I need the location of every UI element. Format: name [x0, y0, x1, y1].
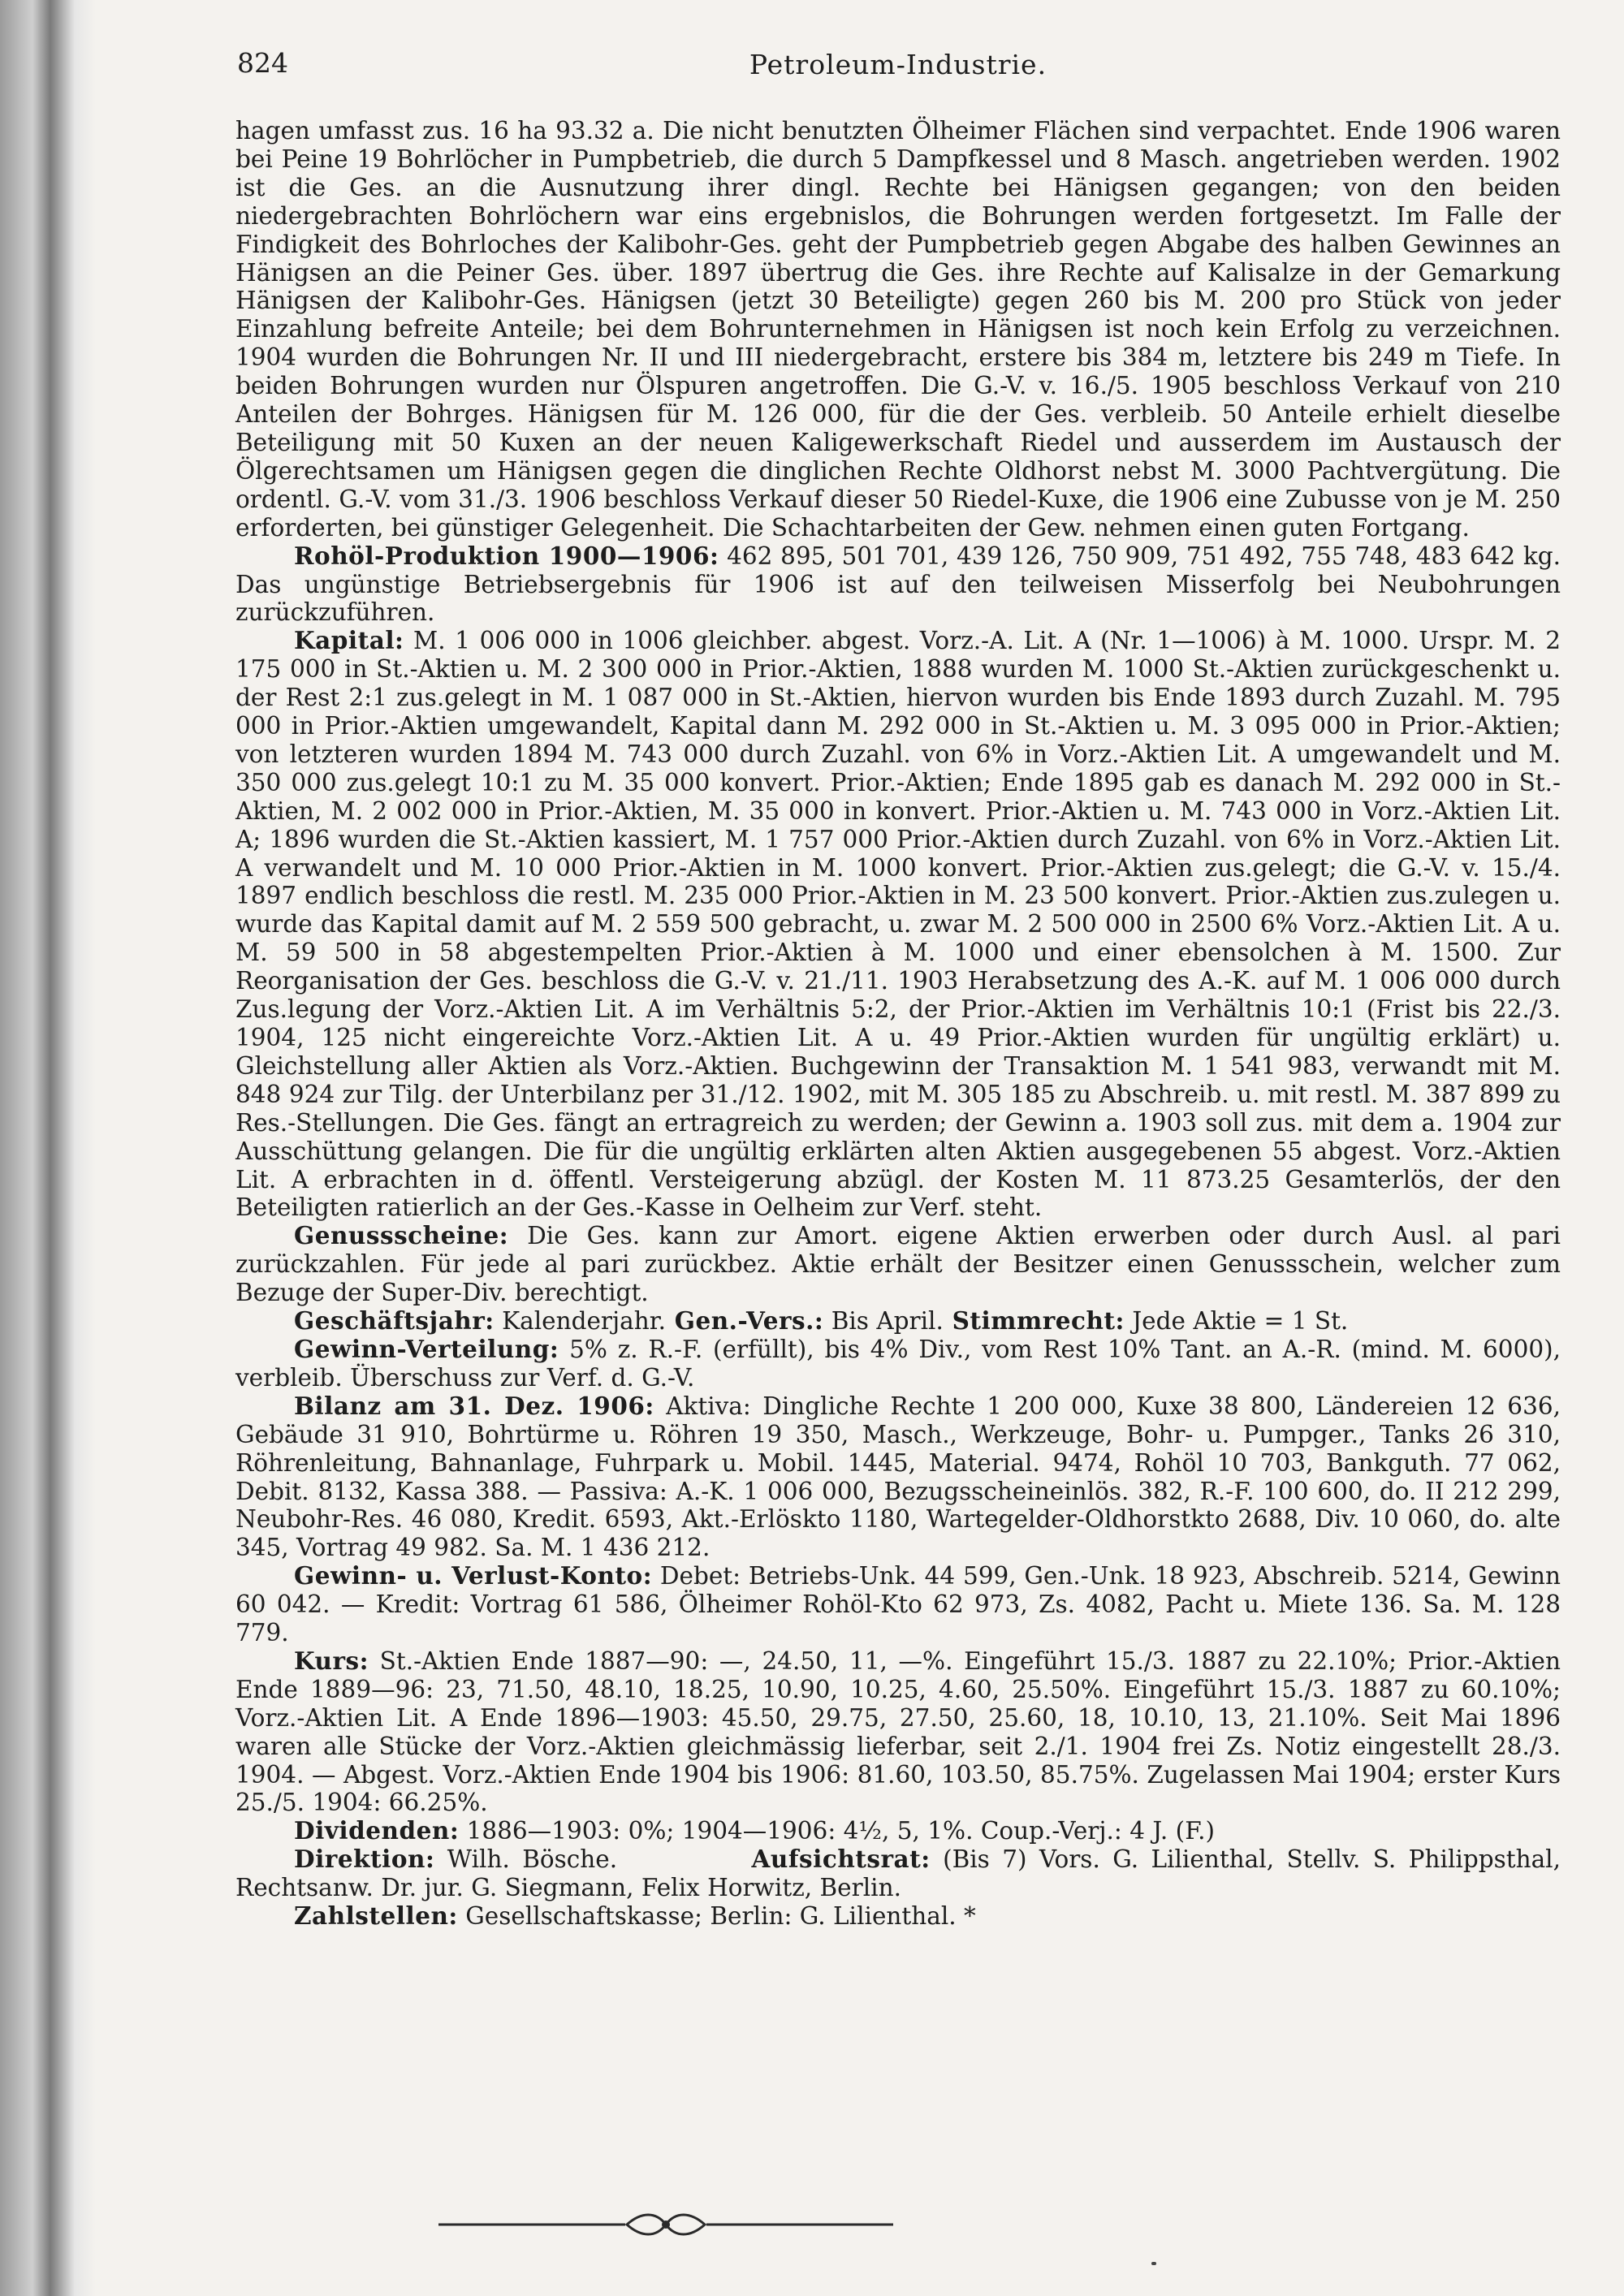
section-lead-rohoel-produktion: Rohöl-Produktion 1900—1906: [294, 541, 719, 570]
section-lead-genussscheine: Genussscheine: [294, 1221, 509, 1250]
running-head: Petroleum-Industrie. [749, 49, 1047, 80]
paragraph-oelheim-description [235, 117, 1561, 542]
paragraph-text: Jede Aktie = 1 St. [1124, 1307, 1349, 1336]
section-lead-zahlstellen: Zahlstellen: [294, 1901, 458, 1931]
paragraph-rohoel-produktion [235, 542, 1561, 628]
paragraph-text: Bis April. [823, 1307, 944, 1336]
paragraph-text: Wilh. Bösche. [434, 1845, 618, 1874]
paragraph-text: 462 895, 501 701, 439 126, 750 909, 751 492, 755 748, 483 642 kg. Das ungünstige Betriebsergebnis für 1906 ist auf den teilweisen Misserfolg bei Neubohrungen zurückzuführen. [235, 542, 1561, 627]
paragraph-genussscheine [235, 1222, 1561, 1307]
paragraph-zahlstellen [235, 1902, 1561, 1931]
section-lead-gewinn-verteilung: Gewinn-Verteilung: [294, 1334, 559, 1363]
section-lead-geschaeftsjahr: Geschäftsjahr: [294, 1306, 495, 1336]
section-lead-aufsichtsrat: Aufsichtsrat: [751, 1845, 931, 1874]
paragraph-geschaeftsjahr [235, 1307, 1561, 1336]
paragraph-text: Kalenderjahr. [494, 1307, 666, 1336]
paragraph-text: (Bis 7) Vors. G. Lilienthal, Stellv. S. Philippsthal, Rechtsanw. Dr. jur. G. Siegmann, Felix Horwitz, Berlin. [235, 1845, 1561, 1902]
section-lead-stimmrecht: Stimmrecht: [943, 1306, 1125, 1336]
paragraph-gewinn-verteilung [235, 1336, 1561, 1392]
section-lead-gen-vers: Gen.-Vers.: [666, 1306, 824, 1336]
paragraph-text: M. 1 006 000 in 1006 gleichber. abgest. Vorz.-A. Lit. A (Nr. 1—1006) à M. 1000. Urspr. M. 2 175 000 in St.-Aktien u. M. 2 300 000 in Prior.-Aktien, 1888 wurden M. 1000 St.-Aktien zurückgeschenkt u. der Rest 2:1 zus.gelegt in M. 1 087 000 in St.-Aktien, hiervon wurden bis Ende 1893 durch Zuzahl. M. 795 000 in Prior.-Aktien umgewandelt, Kapital dann M. 292 000 in St.-Aktien u. M. 3 095 000 in Prior.-Aktien; von letzteren wurden 1894 M. 743 000 durch Zuzahl. von 6% in Vorz.-Aktien Lit. A umgewandelt und M. 350 000 zus.gelegt 10:1 zu M. 35 000 konvert. Prior.-Aktien; Ende 1895 gab es danach M. 292 000 in St.-Aktien, M. 2 002 000 in Prior.-Aktien, M. 35 000 in konvert. Prior.-Aktien u. M. 743 000 in Vorz.-Aktien Lit. A; 1896 wurden die St.-Aktien kassiert, M. 1 757 000 Prior.-Aktien durch Zuzahl. von 6% in Vorz.-Aktien Lit. A verwandelt und M. 10 000 Prior.-Aktien in M. 1000 konvert. Prior.-Aktien zus.gelegt; die G.-V. v. 15./4. 1897 endlich beschloss die restl. M. 235 000 Prior.-Aktien in M. 23 500 konvert. Prior.-Aktien zus.zulegen u. wurde das Kapital damit auf M. 2 559 500 gebracht, u. zwar M. 2 500 000 in 2500 6% Vorz.-Aktien Lit. A u. M. 59 500 in 58 abgestempelten Prior.-Aktien à M. 1000 und einer ebensolchen à M. 1500. Zur Reorganisation der Ges. beschloss die G.-V. v. 21./11. 1903 Herabsetzung des A.-K. auf M. 1 006 000 durch Zus.legung der Vorz.-Aktien Lit. A im Verhältnis 5:2, der Prior.-Aktien im Verhältnis 10:1 (Frist bis 22./3. 1904, 125 nicht eingereichte Vorz.-Aktien Lit. A u. 49 Prior.-Aktien wurden für ungültig erklärt) u. Gleichstellung aller Aktien als Vorz.-Aktien. Buchgewinn der Transaktion M. 1 541 983, verwandt mit M. 848 924 zur Tilg. der Unterbilanz per 31./12. 1902, mit M. 305 185 zu Abschreib. u. mit restl. M. 387 899 zu Res.-Stellungen. Die Ges. fängt an ertragreich zu werden; der Gewinn a. 1903 soll zus. mit dem a. 1904 zur Ausschüttung gelangen. Die für die ungültig erklärten alten Aktien ausgegebenen 55 abgest. Vorz.-Aktien Lit. A erbrachten in d. öffentl. Versteigerung abzügl. der Kosten M. 11 873.25 Gesamterlös, der den Beteiligten ratierlich an der Ges.-Kasse in Oelheim zur Verf. steht. [235, 627, 1561, 1222]
paragraph-text: 1886—1903: 0%; 1904—1906: 4½, 5, 1%. Coup.-Verj.: 4 J. (F.) [459, 1817, 1215, 1845]
paragraph-text: Gesellschaftskasse; Berlin: G. Lilienthal. * [457, 1902, 976, 1931]
section-lead-dividenden: Dividenden: [294, 1816, 460, 1845]
print-speck [1151, 2262, 1156, 2265]
page-number: 824 [237, 47, 288, 79]
book-binding-edge [0, 0, 96, 2296]
section-lead-kurs: Kurs: [294, 1646, 369, 1675]
section-lead-gewinn-verlust-konto: Gewinn- u. Verlust-Konto: [294, 1561, 653, 1590]
paragraph-text: Aktiva: Dingliche Rechte 1 200 000, Kuxe 38 800, Ländereien 12 636, Gebäude 31 910, Bohrtürme u. Röhren 19 350, Masch., Werkzeuge, Bohr- u. Pumpger., Tanks 26 310, Röhrenleitung, Bahnanlage, Fuhrpark u. Mobil. 1445, Material. 9474, Rohöl 10 703, Bankguth. 77 062, Debit. 8132, Kassa 388. — Passiva: A.-K. 1 006 000, Bezugsscheineinlös. 382, R.-F. 100 600, do. II 212 299, Neubohr-Res. 46 080, Kredit. 6593, Akt.-Erlöskto 1180, Wartegelder-Oldhorstkto 2688, Div. 10 060, do. alte 345, Vortrag 49 982. Sa. M. 1 436 212. [235, 1392, 1561, 1562]
paragraph-bilanz [235, 1392, 1561, 1562]
paragraph-text: Debet: Betriebs-Unk. 44 599, Gen.-Unk. 18 923, Abschreib. 5214, Gewinn 60 042. — Kredit: Vortrag 61 586, Ölheimer Rohöl-Kto 62 973, Zs. 4082, Pacht u. Miete 136. Sa. M. 128 779. [235, 1562, 1561, 1647]
paragraph-text: Die Ges. kann zur Amort. eigene Aktien erwerben oder durch Ausl. al pari zurückzahlen. Für jede al pari zurückbez. Aktie erhält der Besitzer einen Genussschein, welcher zum Bezuge der Super-Div. berechtigt. [235, 1222, 1561, 1307]
paragraph-text: 5% z. R.-F. (erfüllt), bis 4% Div., vom Rest 10% Tant. an A.-R. (mind. M. 6000), verbleib. Überschuss zur Verf. d. G.-V. [235, 1335, 1561, 1392]
article-body [235, 117, 1561, 1931]
section-lead-bilanz: Bilanz am 31. Dez. 1906: [294, 1391, 654, 1420]
paragraph-text: St.-Aktien Ende 1887—90: —, 24.50, 11, —%. Eingeführt 15./3. 1887 zu 22.10%; Prior.-Aktien Ende 1889—96: 23, 71.50, 48.10, 18.25, 10.90, 10.25, 4.60, 25.50%. Eingeführt 15./3. 1887 zu 60.10%; Vorz.-Aktien Lit. A Ende 1896—1903: 45.50, 29.75, 27.50, 25.60, 18, 10.10, 13, 21.10%. Seit Mai 1896 waren alle Stücke der Vorz.-Aktien gleichmässig lieferbar, seit 2./1. 1904 frei Zs. Notiz eingestellt 28./3. 1904. — Abgest. Vorz.-Aktien Ende 1904 bis 1906: 81.60, 103.50, 85.75%. Zugelassen Mai 1904; erster Kurs 25./5. 1904: 66.25%. [235, 1646, 1561, 1817]
paragraph-dividenden [235, 1817, 1561, 1845]
paragraph-kapital [235, 627, 1561, 1222]
section-end-ornament [438, 2208, 893, 2241]
paragraph-gewinn-verlust-konto [235, 1562, 1561, 1647]
section-lead-kapital: Kapital: [294, 626, 404, 655]
page-header [235, 39, 1561, 88]
paragraph-kurs [235, 1647, 1561, 1817]
section-lead-direktion: Direktion: [294, 1845, 435, 1874]
paragraph-text: hagen umfasst zus. 16 ha 93.32 a. Die nicht benutzten Ölheimer Flächen sind verpachtet. Ende 1906 waren bei Peine 19 Bohrlöcher in Pumpbetrieb, die durch 5 Dampfkessel und 8 Masch. angetrieben werden. 1902 ist die Ges. an die Ausnutzung ihrer dingl. Rechte bei Hänigsen gegangen; von den beiden niedergebrachten Bohrlöchern war eins ergebnislos, die Bohrungen werden fortgesetzt. Im Falle der Findigkeit des Bohrloches der Kalibohr-Ges. geht der Pumpbetrieb gegen Abgabe des halben Gewinnes an Hänigsen an die Peiner Ges. über. 1897 übertrug die Ges. ihre Rechte auf Kalisalze in der Gemarkung Hänigsen der Kalibohr-Ges. Hänigsen (jetzt 30 Beteiligte) gegen 260 bis M. 200 pro Stück von jeder Einzahlung befreite Anteile; bei dem Bohrunternehmen in Hänigsen ist noch kein Erfolg zu verzeichnen. 1904 wurden die Bohrungen Nr. II und III niedergebracht, erstere bis 384 m, letztere bis 249 m Tiefe. In beiden Bohrungen wurden nur Ölspuren angetroffen. Die G.-V. v. 16./5. 1905 beschloss Verkauf von 210 Anteilen der Bohrges. Hänigsen für M. 126 000, für die der Ges. verbleib. 50 Anteile erhielt dieselbe Beteiligung mit 50 Kuxen an der neuen Kaligewerkschaft Riedel und ausserdem im Austausch der Ölgerechtsamen um Hänigsen gegen die dinglichen Rechte Oldhorst nebst M. 3000 Pachtvergütung. Die ordentl. G.-V. vom 31./3. 1906 beschloss Verkauf dieser 50 Riedel-Kuxe, die 1906 eine Zubusse von je M. 250 erforderten, bei günstiger Gelegenheit. Die Schachtarbeiten der Gew. nehmen einen guten Fortgang. [235, 117, 1561, 542]
document-page [235, 39, 1561, 1931]
paragraph-direktion-aufsichtsrat [235, 1845, 1561, 1902]
